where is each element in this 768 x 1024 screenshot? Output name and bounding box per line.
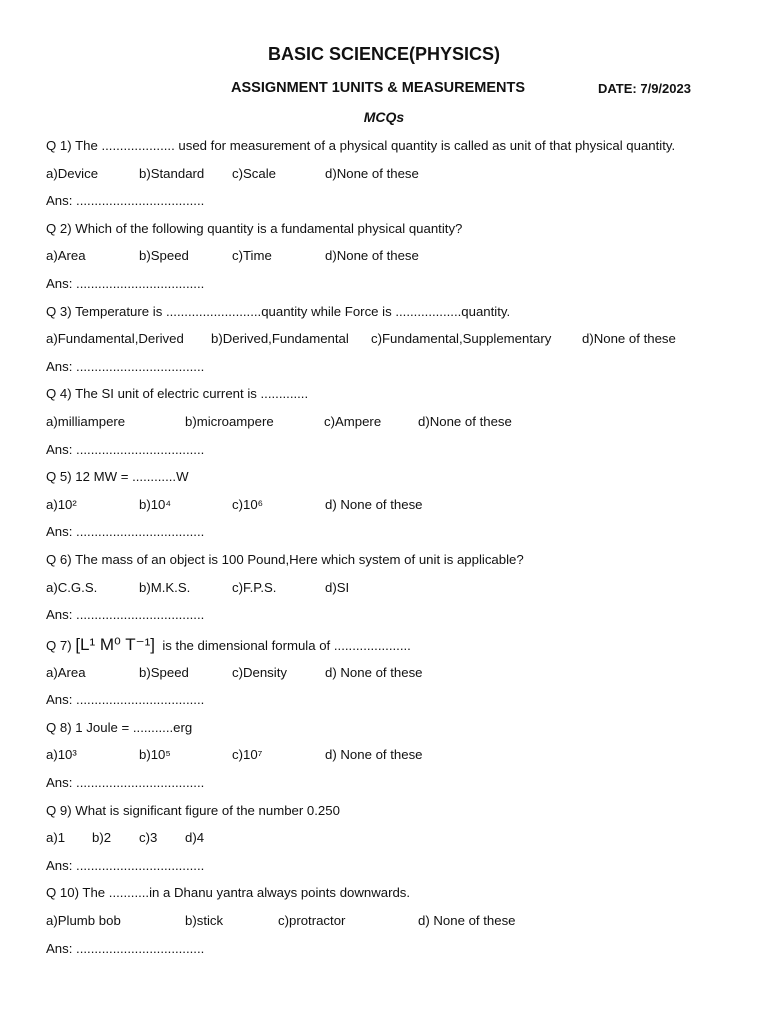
options-row	[46, 911, 746, 939]
option-c: c)protractor	[278, 913, 346, 929]
options-row	[46, 745, 746, 773]
option-b: b)2	[92, 830, 112, 846]
option-a: a)Device	[46, 165, 99, 181]
answer-line: Ans: ...................................	[46, 524, 205, 540]
question-text: Q 6) The mass of an object is 100 Pound,Here which system of unit is applicable?	[46, 551, 524, 567]
question-10	[46, 883, 746, 966]
answer-line: Ans: ...................................	[46, 857, 205, 873]
option-b: b)10⁴	[139, 496, 172, 512]
option-b: b)Speed	[139, 664, 189, 680]
question-prefix: Q 7)	[46, 637, 72, 653]
option-a: a)10²	[46, 496, 77, 512]
option-a: a)1	[46, 830, 66, 846]
option-d: d)4	[185, 830, 205, 846]
answer-line: Ans: ...................................	[46, 275, 205, 291]
question-suffix: is the dimensional formula of .....................	[162, 637, 411, 653]
answer-line: Ans: ...................................	[46, 441, 205, 457]
option-c: c)3	[139, 830, 158, 846]
options-row	[46, 663, 746, 691]
answer-line: Ans: ...................................	[46, 940, 205, 956]
question-text	[46, 633, 746, 663]
answer-line: Ans: ...................................	[46, 358, 205, 374]
option-d: d)None of these	[582, 331, 676, 347]
answer-line: Ans: ...................................	[46, 607, 205, 623]
options-row	[46, 578, 746, 606]
option-c: c)Scale	[232, 165, 276, 181]
question-text: Q 4) The SI unit of electric current is .............	[46, 386, 309, 402]
assignment-date: DATE: 7/9/2023	[598, 81, 691, 96]
option-d: d) None of these	[418, 913, 516, 929]
option-d: d) None of these	[325, 496, 423, 512]
options-row	[46, 412, 746, 440]
question-text: Q 5) 12 MW = ............W	[46, 469, 189, 485]
question-6	[46, 550, 746, 633]
option-c: c)10⁶	[232, 496, 264, 512]
option-a: a)10³	[46, 747, 77, 763]
options-row	[46, 246, 746, 274]
dimensional-formula: [L¹ M⁰ T⁻¹]	[75, 634, 156, 654]
option-b: b)10⁵	[139, 747, 171, 763]
option-a: a)C.G.S.	[46, 579, 98, 595]
option-a: a)milliampere	[46, 413, 126, 429]
option-b: b)microampere	[185, 413, 274, 429]
option-b: b)stick	[185, 913, 224, 929]
option-c: c)10⁷	[232, 747, 263, 763]
question-4	[46, 384, 746, 467]
option-c: c)Ampere	[324, 413, 382, 429]
options-row	[46, 495, 746, 523]
option-d: d) None of these	[325, 747, 423, 763]
option-b: b)Derived,Fundamental	[211, 331, 349, 347]
question-1	[46, 136, 746, 219]
assignment-subtitle: ASSIGNMENT 1UNITS & MEASUREMENTS	[231, 80, 526, 96]
question-text: Q 3) Temperature is ..........................quantity while Force is ..................quantity.	[46, 303, 511, 319]
options-row	[46, 164, 746, 192]
option-b: b)M.K.S.	[139, 579, 191, 595]
option-d: d)None of these	[325, 248, 419, 264]
question-text: Q 8) 1 Joule = ...........erg	[46, 719, 193, 735]
answer-line: Ans: ...................................	[46, 193, 205, 209]
option-a: a)Area	[46, 664, 86, 680]
question-8	[46, 718, 746, 801]
option-d: d) None of these	[325, 664, 423, 680]
option-d: d)None of these	[418, 413, 512, 429]
option-a: a)Plumb bob	[46, 913, 121, 929]
answer-line: Ans: ...................................	[46, 692, 205, 708]
answer-line: Ans: ...................................	[46, 775, 205, 791]
question-text: Q 2) Which of the following quantity is a fundamental physical quantity?	[46, 220, 463, 236]
option-a: a)Area	[46, 248, 86, 264]
question-2	[46, 219, 746, 302]
option-d: d)None of these	[325, 165, 419, 181]
question-list	[46, 136, 746, 966]
question-9	[46, 801, 746, 884]
question-text: Q 10) The ...........in a Dhanu yantra always points downwards.	[46, 885, 411, 901]
question-3	[46, 302, 746, 385]
question-text: Q 1) The .................... used for measurement of a physical quantity is called as unit of that physical quantity.	[46, 138, 676, 153]
options-row	[46, 329, 746, 357]
option-c: c)F.P.S.	[232, 579, 277, 595]
page-title: BASIC SCIENCE(PHYSICS)	[267, 44, 501, 64]
option-c: c)Time	[232, 248, 272, 264]
option-d: d)SI	[325, 579, 350, 595]
question-text: Q 9) What is significant figure of the number 0.250	[46, 802, 340, 818]
option-c: c)Fundamental,Supplementary	[371, 331, 552, 347]
section-heading: MCQs	[363, 109, 405, 125]
option-b: b)Standard	[139, 165, 205, 181]
question-7	[46, 633, 746, 718]
option-a: a)Fundamental,Derived	[46, 331, 184, 347]
option-c: c)Density	[232, 664, 287, 680]
question-5	[46, 467, 746, 550]
option-b: b)Speed	[139, 248, 189, 264]
options-row	[46, 828, 746, 856]
